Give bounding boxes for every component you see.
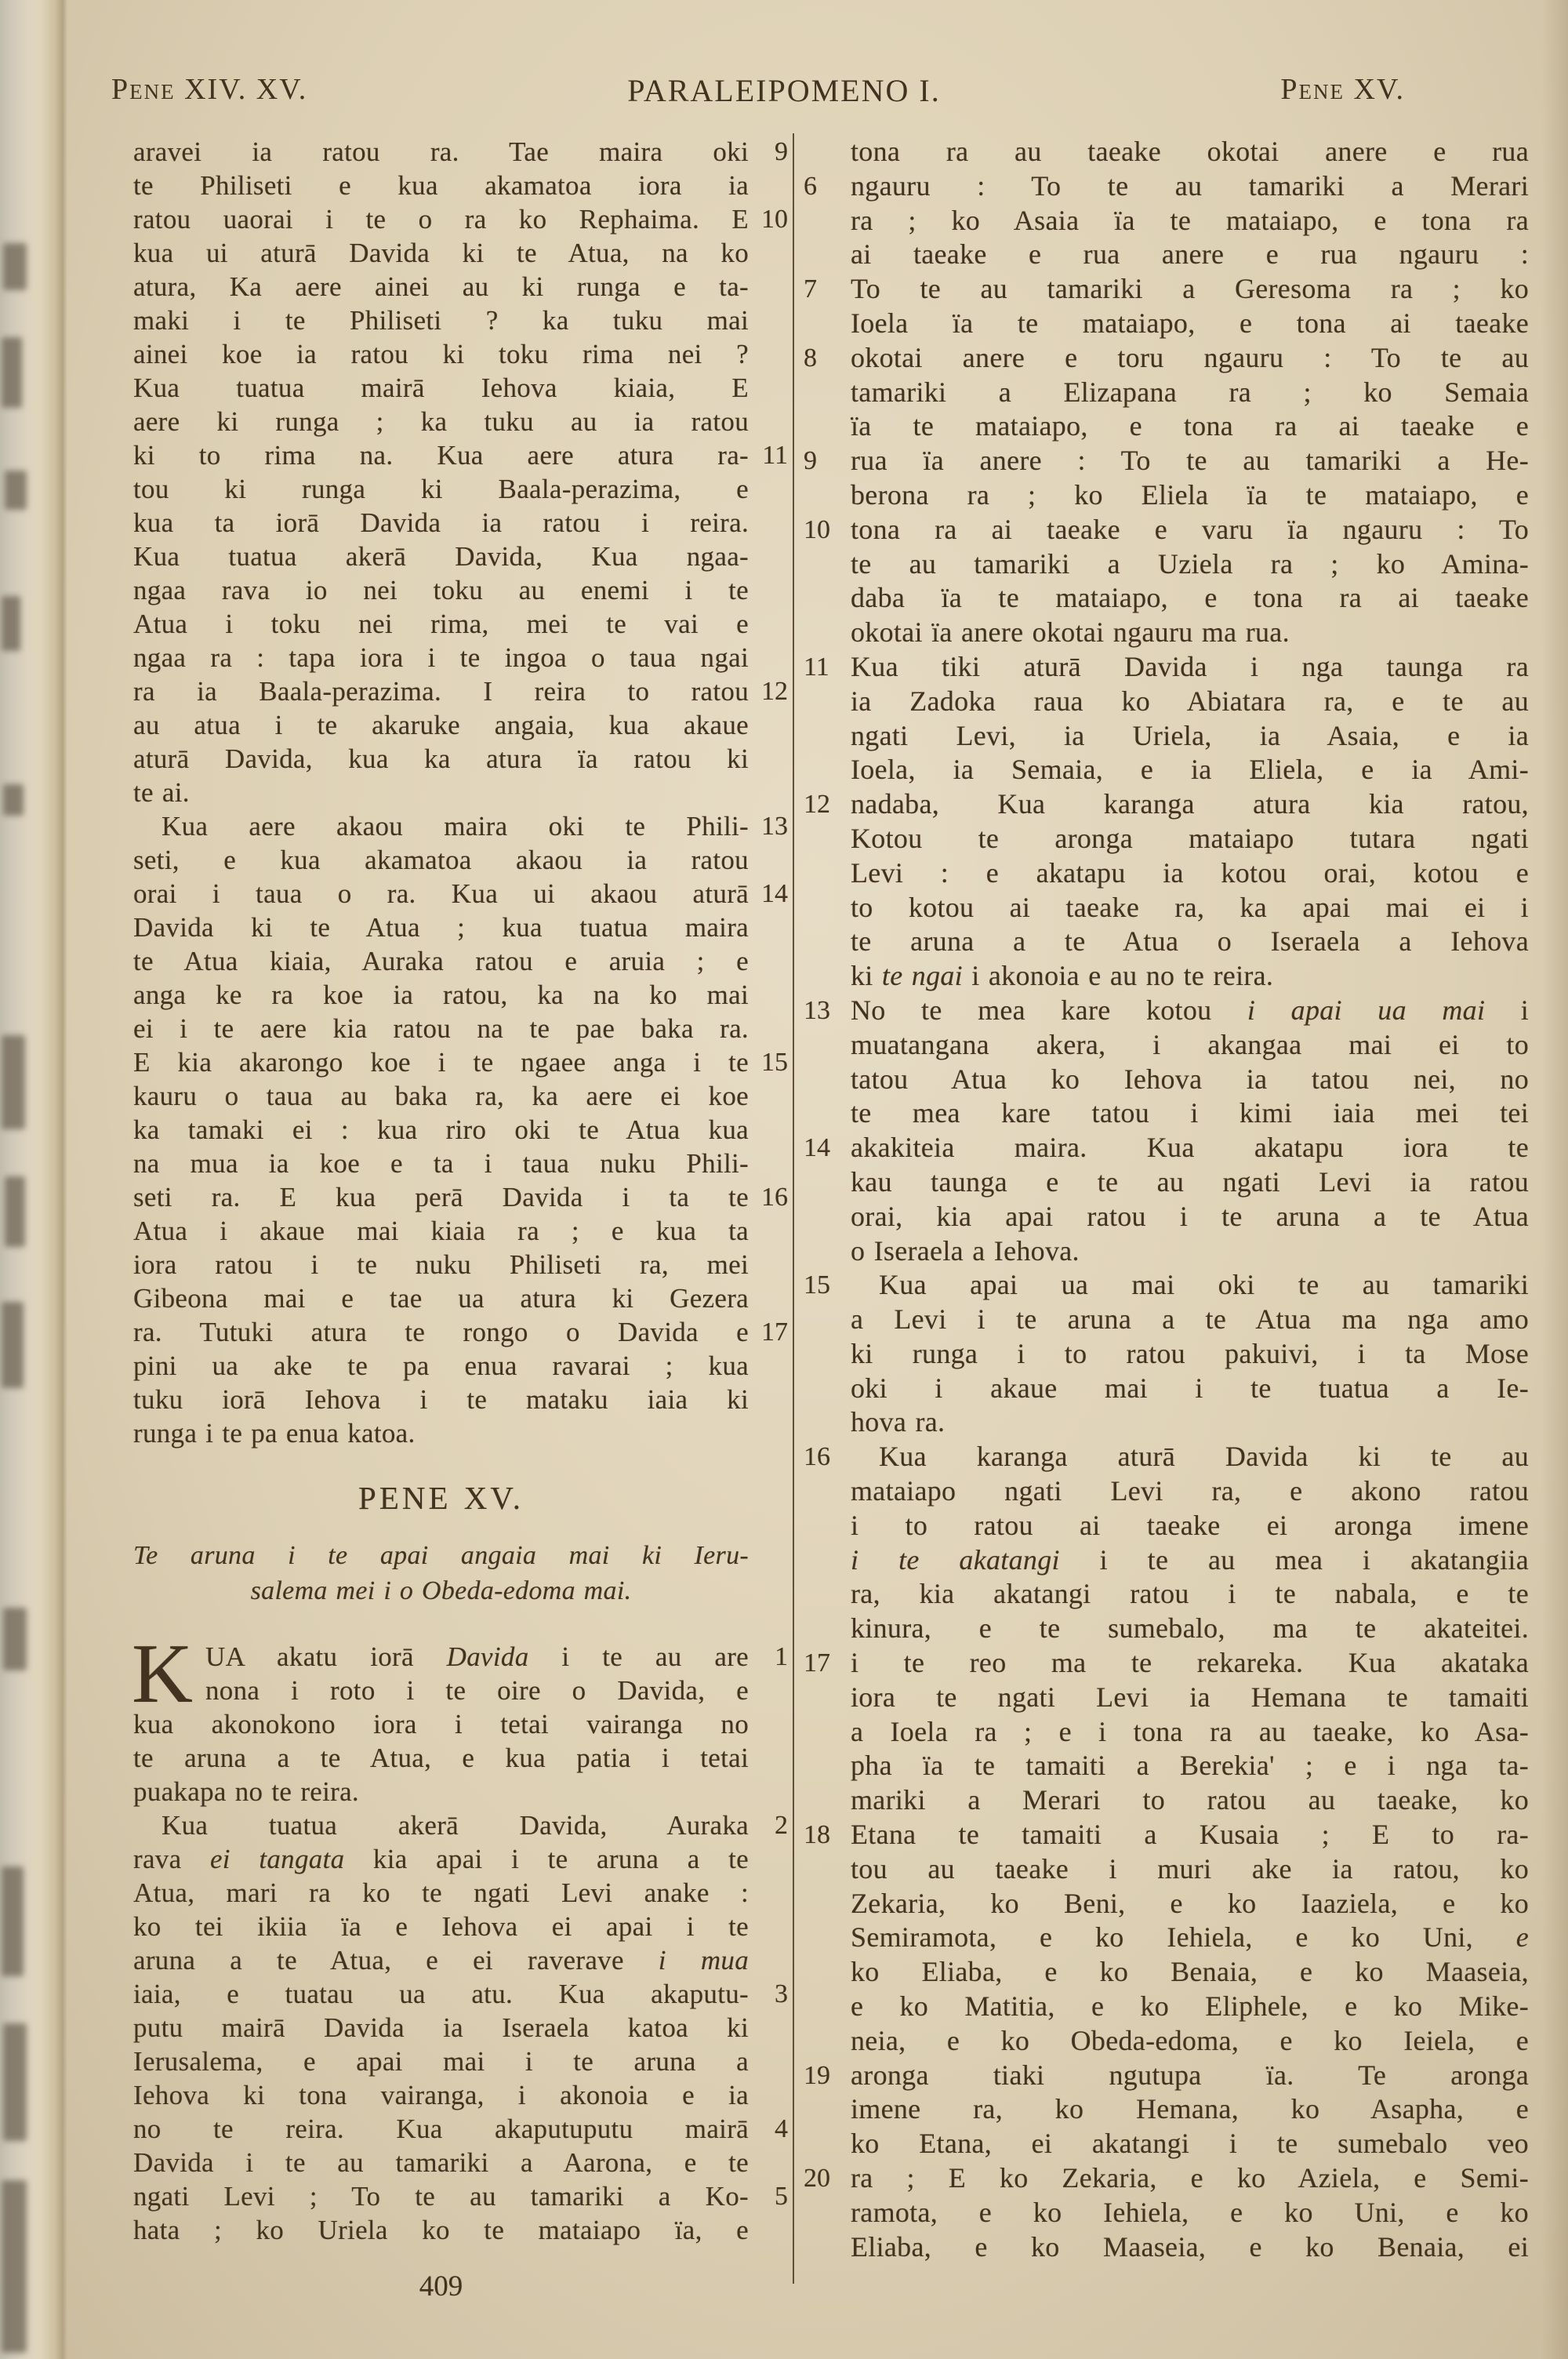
- line-text: daba ïa te mataiapo, e tona ra ai taeake: [851, 582, 1529, 614]
- line-text: ra ia Baala-perazima. I reira to ratou: [133, 676, 749, 707]
- text-line: [851, 478, 1529, 513]
- line-text: mariki a Merari to ratou au taeake, ko: [851, 1784, 1529, 1816]
- line-text: putu mairā Davida ia Iseraela katoa ki: [133, 2012, 749, 2043]
- text-line: [133, 674, 788, 708]
- text-line: [133, 1012, 749, 1045]
- text-line: [851, 376, 1529, 410]
- text-line: [851, 616, 1529, 650]
- text-line: [851, 1715, 1529, 1750]
- line-text: PENE XV.: [358, 1480, 524, 1516]
- line-text: pini ua ake te pa enua ravarai ; kua: [133, 1350, 749, 1381]
- text-line: [133, 1943, 749, 1977]
- text-line: [851, 1543, 1529, 1578]
- line-text: runga i te pa enua katoa.: [133, 1418, 416, 1448]
- text-line: [133, 1674, 749, 1707]
- line-text: salema mei i o Obeda-edoma mai.: [250, 1576, 632, 1605]
- line-text: orai, kia apai ratou i te aruna a te Atua: [851, 1200, 1529, 1232]
- line-text: tou ki runga ki Baala-perazima, e: [133, 474, 749, 504]
- text-line: [133, 540, 749, 573]
- line-text: na mua ia koe e ta i taua nuku Phili-: [133, 1148, 749, 1179]
- line-text: Zekaria, ko Beni, e ko Iaaziela, e ko: [851, 1887, 1529, 1919]
- text-line: [133, 2146, 749, 2179]
- line-text: ngati Levi ; To te au tamariki a Ko-: [133, 2181, 749, 2212]
- verse-number: 16: [761, 1183, 788, 1212]
- line-text: no te reira. Kua akaputuputu mairā: [133, 2114, 749, 2144]
- text-line: [133, 573, 749, 607]
- verse-number: 11: [762, 441, 788, 470]
- line-text: nadaba, Kua karanga atura kia ratou,: [851, 788, 1529, 820]
- verse-number: 17: [804, 1648, 830, 1678]
- verse-number: 7: [804, 274, 817, 304]
- line-text: ngaa rava io nei toku au enemi i te: [133, 575, 749, 605]
- line-text: Davida ki te Atua ; kua tuatua maira: [133, 912, 749, 943]
- page-edge-texture: [2, 1035, 25, 1129]
- line-text: tuku iorā Iehova i te mataku iaia ki: [133, 1384, 749, 1415]
- verse-number: 15: [804, 1270, 830, 1300]
- line-text: Kua apai ua mai oki te au tamariki: [879, 1269, 1529, 1301]
- page-edge-texture: [5, 1176, 25, 1247]
- text-line: [851, 1887, 1529, 1921]
- page-edge-strip: [0, 0, 67, 2359]
- column-divider-rule: [793, 133, 794, 2284]
- page-edge-texture: [3, 1608, 27, 1670]
- verse-number: 13: [761, 812, 788, 841]
- line-text: to kotou ai taeake ra, ka apai mai ei i: [851, 891, 1529, 923]
- text-line: [851, 719, 1529, 754]
- line-text: a Ioela ra ; e i tona ra au taeake, ko Asa-: [851, 1715, 1529, 1747]
- line-text: ïa te mataiapo, e tona ra ai taeake e: [851, 410, 1529, 442]
- line-text: seti ra. E kua perā Davida i ta te: [133, 1182, 749, 1212]
- text-line: [133, 607, 749, 641]
- text-line: [851, 1921, 1529, 1955]
- chapter-subtitle: [133, 1573, 749, 1608]
- line-text: ki to rima na. Kua aere atura ra-: [133, 440, 749, 471]
- verse-number: 17: [761, 1318, 788, 1347]
- text-line: [851, 891, 1529, 925]
- text-line: [851, 856, 1529, 891]
- text-line: [133, 1113, 749, 1147]
- text-line: [851, 1063, 1529, 1097]
- drop-cap: K: [132, 1627, 193, 1721]
- line-text: a Levi i te aruna a te Atua ma nga amo: [851, 1303, 1529, 1336]
- text-line: [804, 513, 1529, 547]
- verse-number: 1: [775, 1642, 788, 1671]
- verse-number: 14: [761, 879, 788, 908]
- left-column: [132, 135, 788, 2247]
- line-text: kauru o taua au baka ra, ka aere ei koe: [133, 1081, 749, 1111]
- page-edge-texture: [2, 596, 20, 651]
- text-line: [133, 2078, 749, 2112]
- text-line: [133, 1214, 749, 1248]
- text-line: [851, 753, 1529, 787]
- line-text: puakapa no te reira.: [133, 1776, 359, 1807]
- line-text: Ioela ïa te mataiapo, e tona ai taeake: [851, 307, 1529, 339]
- line-text: neia, e ko Obeda-edoma, e ko Ieiela, e: [851, 2024, 1529, 2056]
- line-text: iora te ngati Levi ia Hemana te tamaiti: [851, 1681, 1529, 1713]
- text-line: [851, 581, 1529, 616]
- verse-number: 4: [775, 2114, 788, 2143]
- text-line: [851, 822, 1529, 856]
- text-line: [851, 959, 1529, 994]
- page-edge-texture: [5, 471, 27, 510]
- text-line: [851, 1955, 1529, 1990]
- text-line: [133, 1808, 788, 1842]
- line-text: hova ra.: [851, 1406, 946, 1438]
- line-text: Kua tiki aturā Davida i nga taunga ra: [851, 650, 1529, 682]
- text-line: [851, 204, 1529, 238]
- text-line: [804, 444, 1529, 478]
- text-line: [133, 438, 788, 472]
- line-text: Iehova ki tona vairanga, i akonoia e ia: [133, 2080, 749, 2110]
- line-text: E kia akarongo koe i te ngaee anga i te: [133, 1047, 749, 1078]
- page-edge-texture: [3, 2023, 27, 2141]
- verse-number: 18: [804, 1820, 830, 1850]
- text-line: [133, 1416, 749, 1450]
- verse-number: 10: [761, 205, 788, 234]
- text-line: [133, 944, 749, 978]
- right-column: [804, 135, 1529, 2264]
- chapter-subtitle: [133, 1538, 749, 1573]
- text-line: [851, 409, 1529, 444]
- text-line: [133, 270, 749, 304]
- line-text: aruna a te Atua, e ei raverave i mua: [133, 1945, 749, 1976]
- verse-number: 19: [804, 2060, 830, 2090]
- line-text: iora ratou i te nuku Philiseti ra, mei: [133, 1249, 749, 1280]
- page-edge-texture: [2, 337, 22, 408]
- text-line: [133, 1977, 788, 2011]
- text-line: [133, 2045, 749, 2078]
- line-text: Kua tuatua akerā Davida, Auraka: [162, 1810, 749, 1841]
- line-text: ngati Levi, ia Uriela, ia Asaia, e ia: [851, 719, 1529, 751]
- text-line: [851, 2127, 1529, 2161]
- text-line: [133, 2179, 788, 2213]
- text-line: [133, 236, 749, 270]
- line-text: rava ei tangata kia apai i te aruna a te: [133, 1844, 749, 1874]
- line-text: Ierusalema, e apai mai i te aruna a: [133, 2046, 749, 2077]
- line-text: ra ; ko Asaia ïa te mataiapo, e tona ra: [851, 204, 1529, 236]
- line-text: mataiapo ngati Levi ra, e akono ratou: [851, 1475, 1529, 1507]
- line-text: kinura, e te sumebalo, ma te akateitei.: [851, 1612, 1529, 1645]
- verse-number: 2: [775, 1811, 788, 1840]
- chapter-heading: [133, 1477, 749, 1519]
- text-line: [133, 1842, 749, 1876]
- text-line: [851, 1200, 1529, 1234]
- line-text: aravei ia ratou ra. Tae maira oki: [133, 136, 749, 167]
- line-text: te ai.: [133, 777, 190, 808]
- text-line: [804, 650, 1529, 685]
- line-text: ngauru : To te au tamariki a Merari: [851, 169, 1529, 202]
- line-text: Kua tuatua akerā Davida, Kua ngaa-: [133, 541, 749, 572]
- line-text: tatou Atua ko Iehova ia tatou nei, no: [851, 1063, 1529, 1095]
- running-head: [0, 72, 1568, 119]
- text-line: [133, 169, 749, 202]
- line-text: hata ; ko Uriela ko te mataiapo ïa, e: [133, 2215, 749, 2245]
- text-line: [851, 1165, 1529, 1200]
- line-text: i te reo ma te rekareka. Kua akataka: [851, 1647, 1529, 1679]
- line-text: tou au taeake i muri ake ia ratou, ko: [851, 1852, 1529, 1885]
- line-text: nona i roto i te oire o Davida, e: [205, 1675, 749, 1706]
- line-text: e ko Matitia, e ko Eliphele, e ko Mike-: [851, 1990, 1529, 2023]
- line-text: UA akatu iorā Davida i te au are: [205, 1641, 750, 1672]
- text-line: [133, 1180, 788, 1214]
- line-text: aturā Davida, kua ka atura ïa ratou ki: [133, 743, 749, 774]
- text-line: [804, 341, 1529, 376]
- line-text: ratou uaorai i te o ra ko Rephaima. E: [133, 204, 749, 234]
- text-line: [804, 2161, 1529, 2196]
- text-line: [133, 1315, 788, 1349]
- text-line: [133, 405, 749, 438]
- verse-number: 6: [804, 171, 817, 201]
- text-line: [133, 1147, 749, 1180]
- text-line: [133, 506, 749, 540]
- text-line: [133, 877, 788, 911]
- line-text: tona ra au taeake okotai anere e rua: [851, 136, 1529, 167]
- line-text: Atua i toku nei rima, mei te vai e: [133, 609, 749, 639]
- line-text: te Atua kiaia, Auraka ratou e aruia ; e: [133, 946, 749, 976]
- line-text: ramota, e ko Iehiela, e ko Uni, e ko: [851, 2196, 1529, 2228]
- page-edge-texture: [3, 784, 24, 816]
- text-line: [804, 1818, 1529, 1852]
- verse-number: 14: [804, 1133, 830, 1163]
- text-line: [851, 2196, 1529, 2230]
- text-line: [804, 169, 1529, 204]
- line-text: ki te ngai i akonoia e au no te reira.: [851, 960, 1274, 992]
- line-text: akakiteia maira. Kua akatapu iora te: [851, 1132, 1529, 1164]
- text-line: [851, 1303, 1529, 1337]
- line-text: ki runga i to ratou pakuivi, i ta Mose: [851, 1337, 1529, 1369]
- line-text: Kua karanga aturā Davida ki te au: [879, 1441, 1529, 1473]
- verse-number: 9: [804, 446, 817, 476]
- text-line: [133, 371, 749, 405]
- line-text: o Iseraela a Iehova.: [851, 1234, 1080, 1267]
- line-text: To te au tamariki a Geresoma ra ; ko: [851, 273, 1529, 305]
- text-line: [851, 1612, 1529, 1646]
- text-line: [804, 272, 1529, 307]
- line-text: Te aruna i te apai angaia mai ki Ieru-: [133, 1541, 749, 1570]
- text-line: [851, 1474, 1529, 1509]
- text-line: [133, 809, 788, 843]
- verse-number: 16: [804, 1442, 830, 1472]
- text-line: [133, 2213, 749, 2247]
- text-line: [133, 742, 749, 776]
- verse-number: 12: [804, 790, 830, 820]
- text-line: [851, 1234, 1529, 1269]
- text-line: [851, 1372, 1529, 1406]
- page-number: 409: [419, 2270, 463, 2303]
- text-line: [851, 1577, 1529, 1612]
- line-text: seti, e kua akamatoa akaou ia ratou: [133, 845, 749, 875]
- text-line: [133, 135, 788, 169]
- line-text: i to ratou ai taeake ei aronga imene: [851, 1509, 1529, 1541]
- line-text: okotai anere e toru ngauru : To te au: [851, 341, 1529, 373]
- page-edge-texture: [2, 1302, 24, 1388]
- running-head-left: Pene XIV. XV.: [111, 73, 308, 106]
- line-text: berona ra ; ko Eliela ïa te mataiapo, e: [851, 478, 1529, 511]
- text-line: [804, 1268, 1529, 1303]
- text-line: [851, 1405, 1529, 1440]
- text-line: [133, 1281, 749, 1315]
- line-text: Ioela, ia Semaia, e ia Eliela, e ia Ami-: [851, 754, 1529, 786]
- line-text: te au tamariki a Uziela ra ; ko Amina-: [851, 547, 1529, 580]
- text-line: [133, 202, 788, 236]
- line-text: te aruna a te Atua, e kua patia i tetai: [133, 1743, 749, 1773]
- text-line: [804, 787, 1529, 822]
- verse-number: 10: [804, 514, 830, 544]
- line-text: Kotou te aronga mataiapo tutara ngati: [851, 822, 1529, 854]
- line-text: tamariki a Elizapana ra ; ko Semaia: [851, 376, 1529, 408]
- line-text: te Philiseti e kua akamatoa iora ia: [133, 170, 749, 201]
- text-line: [804, 1131, 1529, 1165]
- line-text: imene ra, ko Hemana, ko Asapha, e: [851, 2093, 1529, 2125]
- text-line: [851, 2024, 1529, 2059]
- text-line: [133, 1775, 749, 1808]
- text-line: [851, 1096, 1529, 1131]
- line-text: Atua, mari ra ko te ngati Levi anake :: [133, 1877, 749, 1908]
- line-text: pha ïa te tamaiti a Berekia' ; e i nga ta-: [851, 1750, 1529, 1782]
- text-line: [133, 978, 749, 1012]
- text-line: [133, 776, 749, 809]
- text-line: [804, 994, 1529, 1028]
- line-text: Levi : e akatapu ia kotou orai, kotou e: [851, 856, 1529, 889]
- line-text: te mea kare tatou i kimi iaia mei tei: [851, 1097, 1529, 1129]
- verse-number: 12: [761, 677, 788, 706]
- text-line: [133, 1707, 749, 1741]
- line-text: ngaa ra : tapa iora i te ingoa o taua ngai: [133, 642, 749, 673]
- line-text: kua ta iorā Davida ia ratou i reira.: [133, 507, 749, 538]
- line-text: aere ki runga ; ka tuku au ia ratou: [133, 406, 749, 437]
- text-line: [851, 1509, 1529, 1543]
- text-line: [804, 1440, 1529, 1474]
- text-line: [133, 641, 749, 674]
- page-edge-texture: [2, 2180, 27, 2353]
- line-text: ko Eliaba, e ko Benaia, e ko Maaseia,: [851, 1956, 1529, 1988]
- verse-number: 9: [775, 137, 788, 166]
- line-text: ra, kia akatangi ratou i te nabala, e te: [851, 1578, 1529, 1610]
- text-line: [133, 1079, 749, 1113]
- text-line: [851, 238, 1529, 272]
- line-text: oki i akaue mai i te tuatua a Ie-: [851, 1372, 1529, 1404]
- line-text: ia Zadoka raua ko Abiatara ra, e te au: [851, 685, 1529, 717]
- verse-number: 11: [804, 652, 829, 682]
- line-text: Kua aere akaou maira oki te Phili-: [162, 811, 749, 841]
- text-line: [133, 1349, 749, 1383]
- line-text: ko tei ikiia ïa e Iehova ei apai i te: [133, 1911, 749, 1942]
- text-line: [133, 843, 749, 877]
- text-line: [851, 2230, 1529, 2265]
- text-line: [851, 1783, 1529, 1818]
- verse-number: 13: [804, 995, 830, 1025]
- line-text: orai i taua o ra. Kua ui akaou aturā: [133, 878, 749, 909]
- text-line: [133, 1876, 749, 1910]
- text-line: [133, 304, 749, 337]
- text-line: [804, 2059, 1529, 2093]
- line-text: ko Etana, ei akatangi i te sumebalo veo: [851, 2128, 1529, 2160]
- text-line: [804, 1646, 1529, 1681]
- line-text: Gibeona mai e tae ua atura ki Gezera: [133, 1283, 749, 1314]
- line-text: Davida i te au tamariki a Aarona, e te: [133, 2147, 749, 2178]
- line-text: Atua i akaue mai kiaia ra ; e kua ta: [133, 1216, 749, 1246]
- line-text: kau taunga e te au ngati Levi ia ratou: [851, 1165, 1529, 1198]
- text-line: [851, 925, 1529, 959]
- line-text: No te mea kare kotou i apai ua mai i: [851, 994, 1529, 1026]
- verse-number: 8: [804, 343, 817, 373]
- line-text: aronga tiaki ngutupa ïa. Te aronga: [851, 2059, 1529, 2091]
- text-line: [133, 1383, 749, 1416]
- line-text: ei i te aere kia ratou na te pae baka ra.: [133, 1013, 749, 1044]
- text-line: [133, 2011, 749, 2045]
- text-line: [851, 307, 1529, 341]
- line-text: kua ui aturā Davida ki te Atua, na ko: [133, 238, 749, 268]
- line-text: muatangana akera, i akangaa mai ei to: [851, 1028, 1529, 1060]
- text-line: [133, 472, 749, 506]
- line-text: maki i te Philiseti ? ka tuku mai: [133, 305, 749, 336]
- text-line: [851, 547, 1529, 582]
- line-text: kua akonokono iora i tetai vairanga no: [133, 1709, 749, 1739]
- line-text: anga ke ra koe ia ratou, ka na ko mai: [133, 980, 749, 1010]
- verse-number: 15: [761, 1048, 788, 1077]
- line-text: ra ; E ko Zekaria, e ko Aziela, e Semi-: [851, 2162, 1529, 2194]
- text-line: [851, 1749, 1529, 1783]
- line-text: Kua tuatua mairā Iehova kiaia, E: [133, 373, 749, 403]
- text-line: [851, 685, 1529, 719]
- text-line: [851, 1337, 1529, 1372]
- verse-number: 20: [804, 2164, 830, 2194]
- verse-number: 3: [775, 1979, 788, 2008]
- text-line: [133, 1248, 749, 1281]
- running-head-right: Pene XV.: [1280, 73, 1405, 106]
- text-line: [851, 1028, 1529, 1063]
- line-text: ra. Tutuki atura te rongo o Davida e: [133, 1317, 749, 1347]
- line-text: rua ïa anere : To te au tamariki a He-: [851, 445, 1529, 477]
- text-line: [851, 1990, 1529, 2024]
- text-line: [851, 1852, 1529, 1887]
- running-head-title: PARALEIPOMENO I.: [627, 73, 941, 108]
- line-text: ai taeake e rua anere e rua ngauru :: [851, 238, 1529, 271]
- line-text: ka tamaki ei : kua riro oki te Atua kua: [133, 1114, 749, 1145]
- line-text: iaia, e tuatau ua atu. Kua akaputu-: [133, 1979, 749, 2009]
- line-text: au atua i te akaruke angaia, kua akaue: [133, 710, 749, 740]
- page-edge-texture: [3, 243, 27, 290]
- text-line: [133, 1045, 788, 1079]
- line-text: te aruna a te Atua o Iseraela a Iehova: [851, 925, 1529, 958]
- line-text: i te akatangi i te au mea i akatangiia: [851, 1543, 1529, 1576]
- text-line: [133, 708, 749, 742]
- text-line: [133, 2112, 788, 2146]
- line-text: Semiramota, e ko Iehiela, e ko Uni, e: [851, 1921, 1529, 1954]
- page-edge-texture: [2, 1866, 24, 1976]
- line-text: Eliaba, e ko Maaseia, e ko Benaia, ei: [851, 2230, 1529, 2263]
- verse-number: 5: [775, 2182, 788, 2211]
- text-line: [851, 135, 1529, 169]
- text-line: [133, 911, 749, 944]
- text-line: [133, 337, 749, 371]
- text-line: [851, 1681, 1529, 1715]
- line-text: atura, Ka aere ainei au ki runga e ta-: [133, 271, 749, 302]
- line-text: Etana te tamaiti a Kusaia ; E to ra-: [851, 1819, 1529, 1851]
- text-line: [133, 1910, 749, 1943]
- line-text: tona ra ai taeake e varu ïa ngauru : To: [851, 513, 1529, 545]
- text-line: [133, 1741, 749, 1775]
- line-text: okotai ïa anere okotai ngauru ma rua.: [851, 616, 1290, 649]
- line-text: ainei koe ia ratou ki toku rima nei ?: [133, 339, 749, 369]
- text-line: [851, 2092, 1529, 2127]
